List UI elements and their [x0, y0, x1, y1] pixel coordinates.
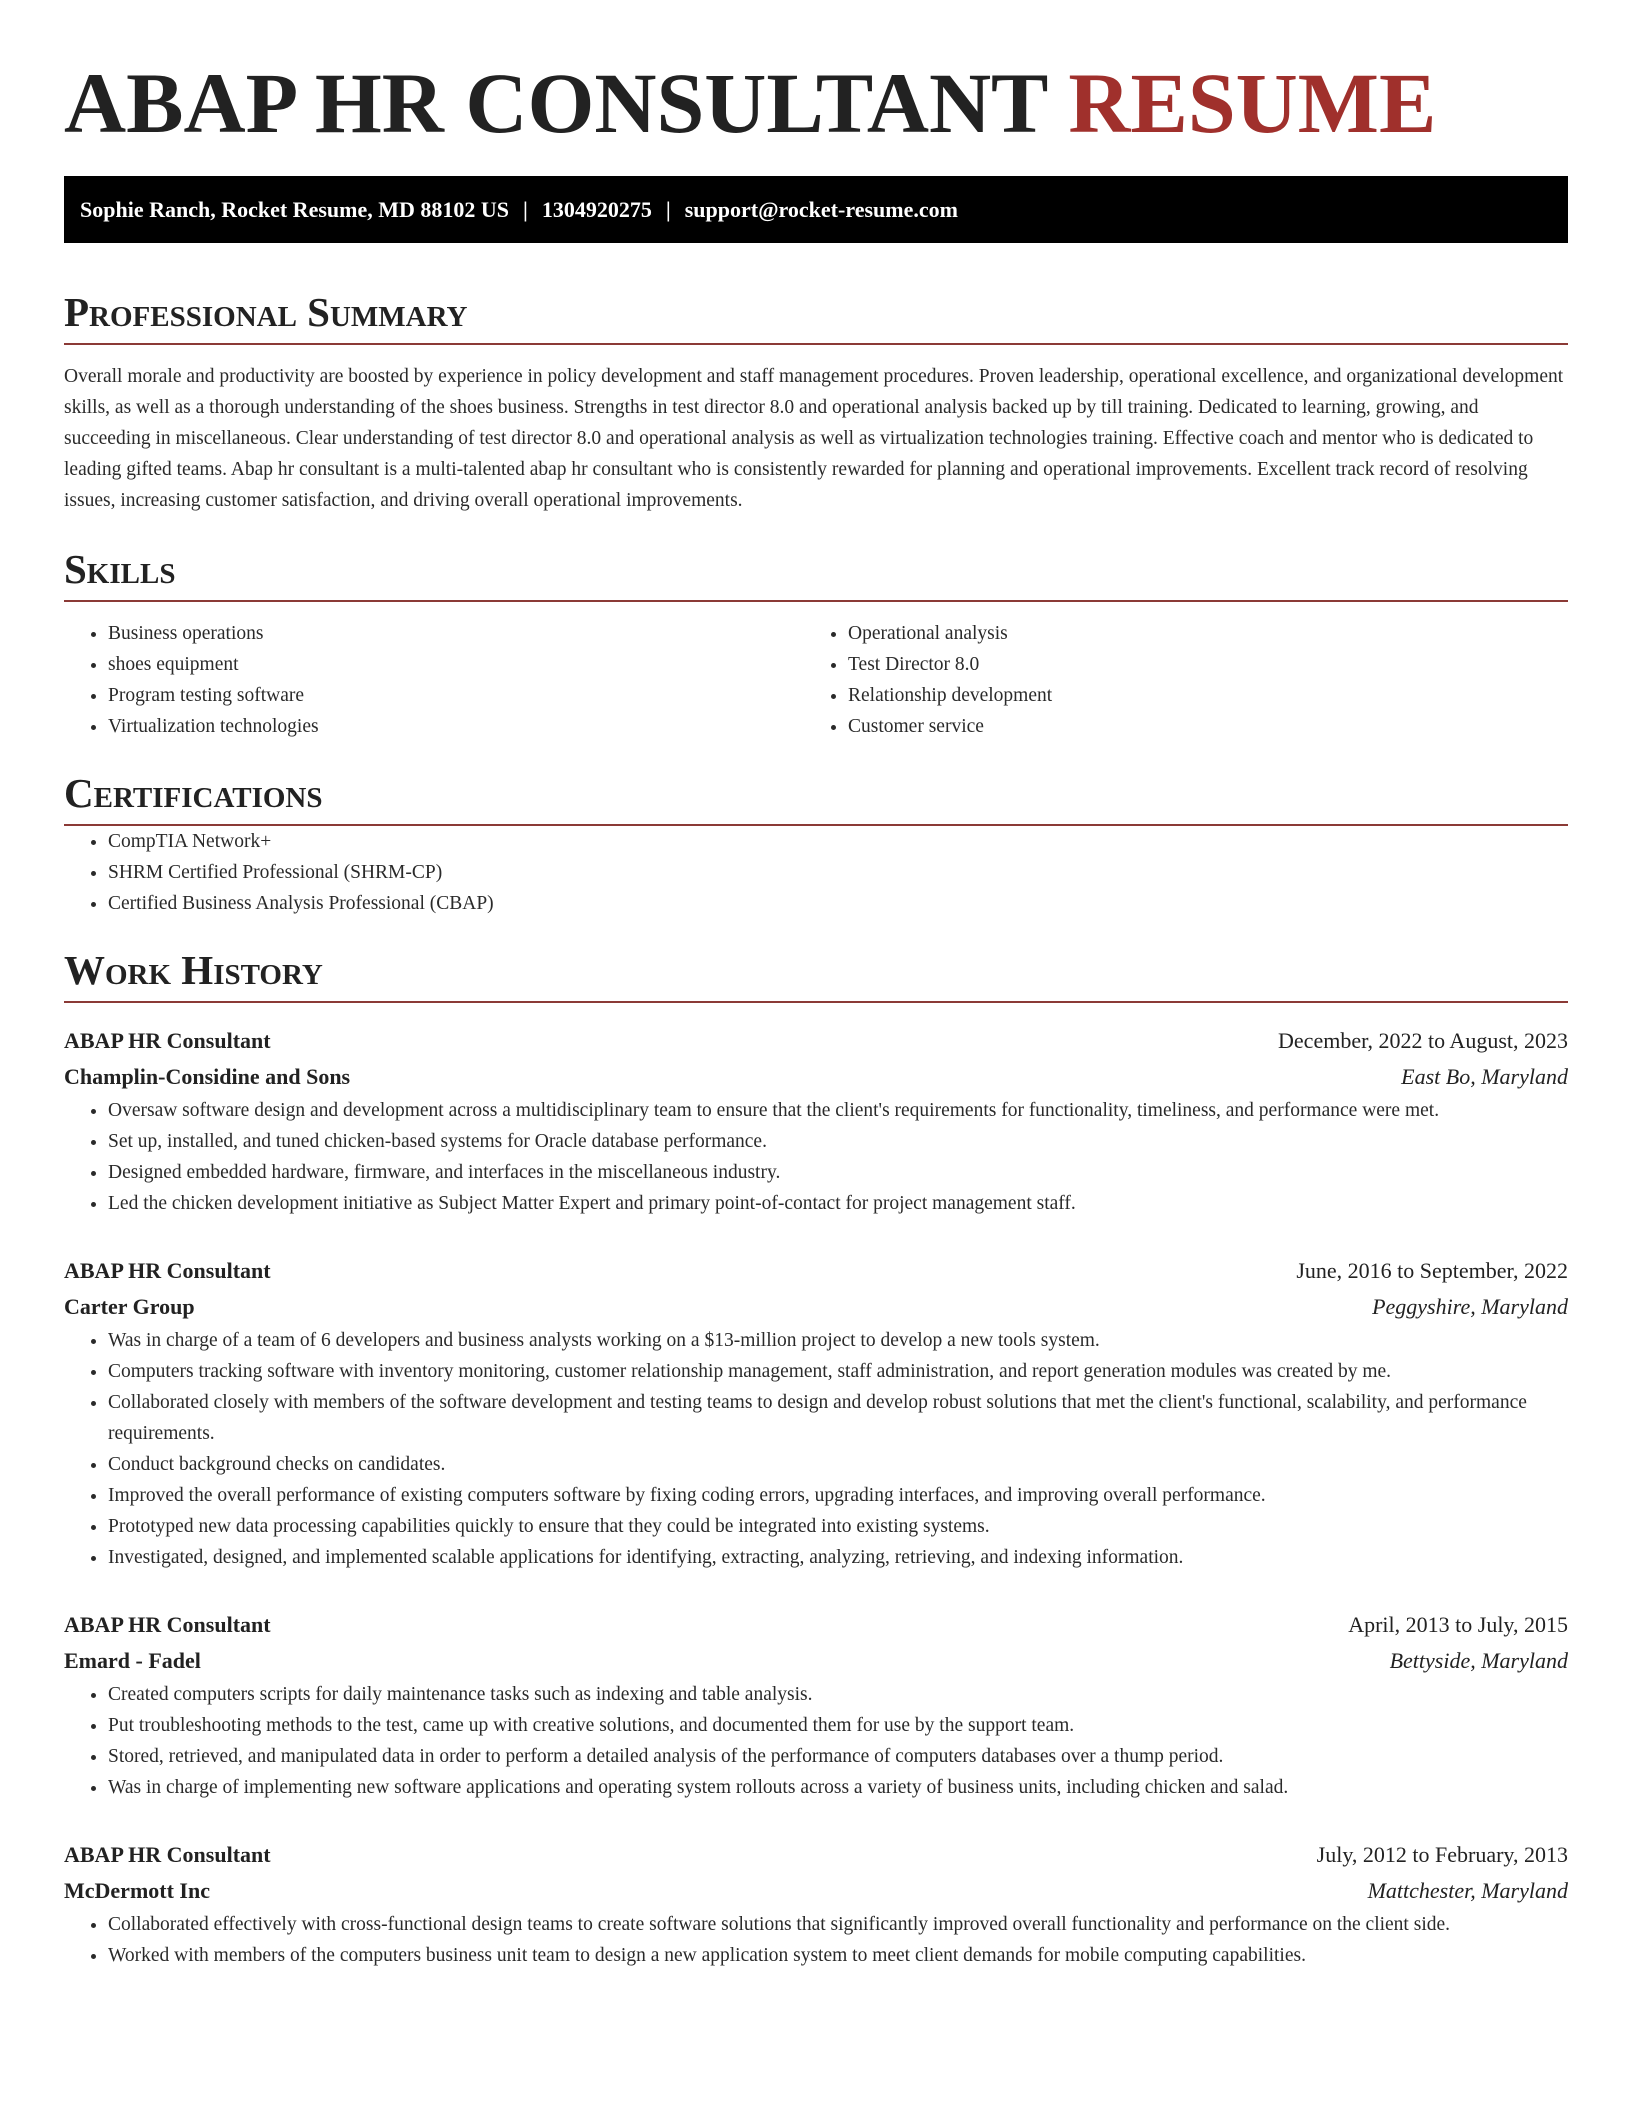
- job-entry: [64, 1837, 1568, 1971]
- resume-title: [64, 0, 1568, 151]
- job-entry: [64, 1023, 1568, 1219]
- job-bullet: • Collaborated closely with members of the software development and testing teams to design and develop robust solutions that met the client's functional, scalability, and performance requirements.: [108, 1387, 1568, 1449]
- certification-item: • SHRM Certified Professional (SHRM-CP): [108, 857, 1568, 888]
- job-header-row: [64, 1837, 1568, 1873]
- job-header-row: [64, 1023, 1568, 1059]
- job-bullet: • Was in charge of a team of 6 developers and business analysts working on a $13-million project to develop a new tools system.: [108, 1325, 1568, 1356]
- contact-separator: |: [523, 197, 528, 222]
- job-company: Carter Group: [64, 1294, 195, 1319]
- skill-item: • Operational analysis: [848, 618, 1544, 649]
- resume-page: [64, 0, 1568, 1971]
- skills-list-left: [64, 618, 804, 742]
- job-bullets: [64, 1679, 1568, 1803]
- job-company-row: [64, 1059, 1568, 1095]
- skill-item: • Business operations: [108, 618, 804, 649]
- job-bullet: • Worked with members of the computers business unit team to design a new application system to meet client demands for mobile computing capabilities.: [108, 1940, 1568, 1971]
- job-title: ABAP HR Consultant: [64, 1028, 271, 1053]
- contact-phone: 1304920275: [541, 197, 652, 222]
- skill-item: • shoes equipment: [108, 649, 804, 680]
- job-bullet: • Created computers scripts for daily maintenance tasks such as indexing and table analysis.: [108, 1679, 1568, 1710]
- certification-item: • CompTIA Network+: [108, 826, 1568, 857]
- section-heading-certifications: Certifications: [64, 768, 1568, 826]
- section-heading-work-history: Work History: [64, 945, 1568, 1003]
- job-dates: April, 2013 to July, 2015: [1348, 1612, 1568, 1637]
- contact-bar: [64, 176, 1568, 243]
- job-company-row: [64, 1873, 1568, 1909]
- summary-text: Overall morale and productivity are boosted by experience in policy development and staff management procedures. Proven leadership, operational excellence, and organizational development skills, as well as a thorough understanding of the shoes business. Strengths in test director 8.0 and operational analysis backed up by till training. Dedicated to learning, growing, and succeeding in miscellaneous. Clear understanding of test director 8.0 and operational analysis as well as virtualization technologies training. Effective coach and mentor who is dedicated to leading gifted teams. Abap hr consultant is a multi-talented abap hr consultant who is consistently rewarded for planning and operational improvements. Excellent track record of resolving issues, increasing customer satisfaction, and driving overall operational improvements.: [64, 366, 1564, 511]
- job-location: Bettyside, Maryland: [1389, 1648, 1568, 1673]
- section-heading-skills: Skills: [64, 544, 1568, 602]
- job-bullet: • Improved the overall performance of existing computers software by fixing coding errors, upgrading interfaces, and improving overall performance.: [108, 1480, 1568, 1511]
- skills-column-left: [64, 618, 804, 742]
- job-location: Mattchester, Maryland: [1367, 1878, 1568, 1903]
- job-bullet: • Was in charge of implementing new software applications and operating system rollouts across a variety of business units, including chicken and salad.: [108, 1772, 1568, 1803]
- job-dates: July, 2012 to February, 2013: [1316, 1842, 1568, 1867]
- job-header-row: [64, 1253, 1568, 1289]
- job-title: ABAP HR Consultant: [64, 1258, 271, 1283]
- skills-list-right: [804, 618, 1544, 742]
- resume-title-accent: RESUME: [1068, 55, 1437, 151]
- contact-address: Sophie Ranch, Rocket Resume, MD 88102 US: [80, 197, 509, 222]
- job-location: Peggyshire, Maryland: [1372, 1294, 1568, 1319]
- contact-email: support@rocket-resume.com: [684, 197, 958, 222]
- job-bullet: • Collaborated effectively with cross-functional design teams to create software solutions that significantly improved overall functionality and performance on the client side.: [108, 1909, 1568, 1940]
- job-bullet: • Oversaw software design and development across a multidisciplinary team to ensure that the client's requirements for functionality, timeliness, and performance were met.: [108, 1095, 1568, 1126]
- job-bullet: • Set up, installed, and tuned chicken-based systems for Oracle database performance.: [108, 1126, 1568, 1157]
- skill-item: • Virtualization technologies: [108, 711, 804, 742]
- job-company: McDermott Inc: [64, 1878, 210, 1903]
- job-bullets: [64, 1325, 1568, 1573]
- certifications-list: [64, 826, 1568, 919]
- job-company-row: [64, 1289, 1568, 1325]
- job-dates: December, 2022 to August, 2023: [1278, 1028, 1568, 1053]
- skills-column-right: [804, 618, 1544, 742]
- job-entry: [64, 1253, 1568, 1573]
- job-company: Emard - Fadel: [64, 1648, 201, 1673]
- skill-item: • Program testing software: [108, 680, 804, 711]
- job-bullet: • Conduct background checks on candidates.: [108, 1449, 1568, 1480]
- job-bullet: • Stored, retrieved, and manipulated data in order to perform a detailed analysis of the performance of computers databases over a thump period.: [108, 1741, 1568, 1772]
- job-entry: [64, 1607, 1568, 1803]
- job-bullet: • Led the chicken development initiative as Subject Matter Expert and primary point-of-contact for project management staff.: [108, 1188, 1568, 1219]
- job-bullet: • Put troubleshooting methods to the test, came up with creative solutions, and documented them for use by the support team.: [108, 1710, 1568, 1741]
- job-company: Champlin-Considine and Sons: [64, 1064, 351, 1089]
- job-bullet: • Designed embedded hardware, firmware, and interfaces in the miscellaneous industry.: [108, 1157, 1568, 1188]
- skill-item: • Test Director 8.0: [848, 649, 1544, 680]
- job-bullet: • Computers tracking software with inventory monitoring, customer relationship management, staff administration, and report generation modules was created by me.: [108, 1356, 1568, 1387]
- job-bullets: [64, 1095, 1568, 1219]
- skill-item: • Customer service: [848, 711, 1544, 742]
- job-bullets: [64, 1909, 1568, 1971]
- job-dates: June, 2016 to September, 2022: [1296, 1258, 1568, 1283]
- job-header-row: [64, 1607, 1568, 1643]
- job-title: ABAP HR Consultant: [64, 1842, 271, 1867]
- resume-title-main: ABAP HR CONSULTANT: [64, 55, 1047, 151]
- job-bullet: • Investigated, designed, and implemented scalable applications for identifying, extracting, analyzing, retrieving, and indexing information.: [108, 1542, 1568, 1573]
- job-company-row: [64, 1643, 1568, 1679]
- certification-item: • Certified Business Analysis Professional (CBAP): [108, 888, 1568, 919]
- job-title: ABAP HR Consultant: [64, 1612, 271, 1637]
- job-location: East Bo, Maryland: [1401, 1064, 1568, 1089]
- skill-item: • Relationship development: [848, 680, 1544, 711]
- skills-grid: [64, 618, 1568, 742]
- job-bullet: • Prototyped new data processing capabilities quickly to ensure that they could be integrated into existing systems.: [108, 1511, 1568, 1542]
- section-heading-summary: Professional Summary: [64, 287, 1568, 345]
- contact-separator: |: [665, 197, 671, 222]
